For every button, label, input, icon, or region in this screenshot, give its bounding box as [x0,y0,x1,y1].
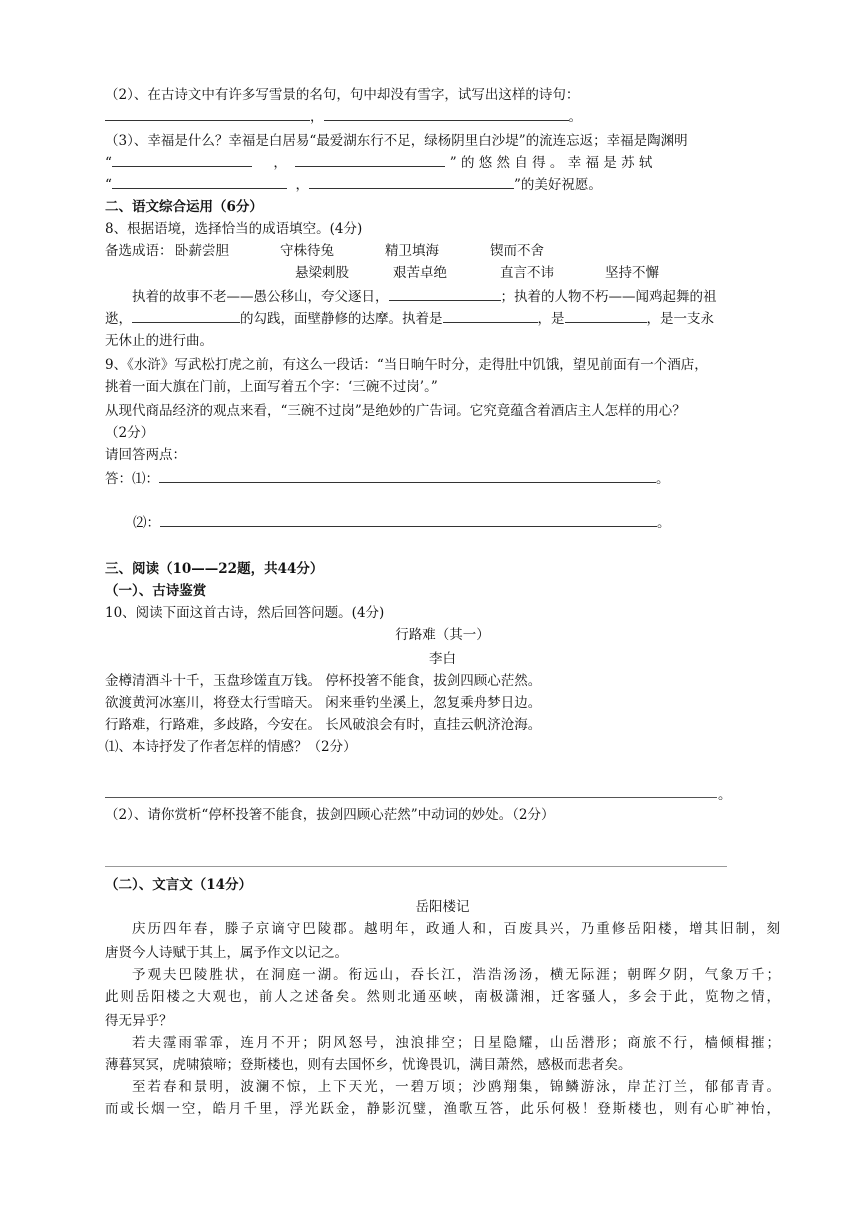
quote-open: “ [105,177,112,193]
option-idiom: 坚持不懈 [605,265,659,281]
option-idiom: 卧薪尝胆 [175,243,229,259]
question-9-line2: 挑着一面大旗在门前，上面写着五个字：‘三碗不过岗’。” [105,379,438,395]
option-idiom: 悬梁刺股 [295,265,349,281]
answer-label: 答：⑴： [105,471,159,487]
essay-line: 而或长烟一空，皓月千里，浮光跃金，静影沉璧，渔歌互答，此乐何极！登斯楼也，则有心旷神怡， [105,1101,780,1117]
question-9-score: （2分） [105,425,155,441]
fill-paragraph-line3: 无休止的进行曲。 [105,333,213,349]
answer-blank[interactable] [132,308,240,323]
essay-line: 薄暮冥冥，虎啸猿啼；登斯楼也，则有去国怀乡，忧谗畏讥，满目萧然，感极而悲者矣。 [105,1057,632,1073]
text: ，是一支永 [646,311,714,327]
subsection-poetry: （一）、古诗鉴赏 [105,583,207,599]
section-2-heading: 二、语文综合运用（6分） [105,199,263,215]
text: ；执着的人物不朽——闻鸡起舞的祖 [500,289,717,305]
option-idiom: 守株待兔 [280,243,334,259]
answer-line-2 [133,512,780,534]
essay-line: 此则岳阳楼之大观也，前人之述备矣。然则北通巫峡，南极潇湘，迁客骚人，多会于此，览物之情， [105,989,780,1005]
quote-tail: ”的美好祝愿。 [514,177,602,193]
text: 的勾践，面壁静修的达摩。执着是 [240,311,443,327]
answer-blank[interactable] [160,512,657,527]
period: 。 [657,515,671,531]
essay-line: 若夫霪雨霏霏，连月不开；阴风怒号，浊浪排空；日星隐耀，山岳潜形；商旅不行，樯倾楫摧； [132,1035,780,1051]
answer-blank[interactable] [159,468,656,483]
comma: ， [310,109,324,125]
question-9-prompt: 请回答两点： [105,447,186,463]
question-9-line3: 从现代商品经济的观点来看，“三碗不过岗”是绝妙的广告词。它究竟蕴含着酒店主人怎样的用心？ [105,403,686,419]
poem-line: 行路难，行路难，多歧路，今安在。 长风破浪会有时，直挂云帆济沧海。 [105,717,542,733]
fill-paragraph-line2 [105,308,780,330]
quote-open: “ [105,155,112,171]
option-idiom: 直言不讳 [500,265,554,281]
essay-line: 庆历四年春，滕子京谪守巴陵郡。越明年，政通人和，百废具兴，乃重修岳阳楼，增其旧制，刻 [132,921,780,937]
fill-paragraph-line1 [132,286,780,308]
text: 执着的故事不老——愚公移山，夸父逐日， [132,289,389,305]
answer-blank[interactable] [565,308,647,323]
answer-blank[interactable] [389,286,501,301]
answer-line-1 [105,468,780,490]
quote-tail: ” 的 悠 然 自 得 。 幸 福 是 苏 轼 [449,155,653,171]
section-3-heading: 三、阅读（10——22题，共44分） [105,561,324,577]
essay-title: 岳阳楼记 [415,899,470,915]
question-10: 10、阅读下面这首古诗，然后回答问题。(4分) [105,605,385,621]
question-7-2: （2）、在古诗文中有许多写雪景的名句，句中却没有雪字，试写出这样的诗句： [105,87,580,103]
question-10-2: （2）、请你赏析“停杯投箸不能食，拔剑四顾心茫然”中动词的妙处。（2分） [105,807,555,823]
period: 。 [718,787,732,803]
answer-blank[interactable] [112,152,252,167]
answer-rule[interactable] [105,797,717,798]
question-9-line1: 9、《水浒》写武松打虎之前，有这么一段话：“当日晌午时分，走得肚中饥饿，望见前面有一个酒店， [105,357,708,373]
poem-author: 李白 [429,651,456,667]
comma: ， [295,177,309,193]
poem-line: 欲渡黄河冰塞川，将登太行雪暗天。 闲来垂钓坐溪上，忽复乘舟梦日边。 [105,695,542,711]
answer-label: ⑵： [133,515,160,531]
poem-line: 金樽清酒斗十千，玉盘珍馐直万钱。 停杯投箸不能食，拔剑四顾心茫然。 [105,673,542,689]
essay-line: 得无异乎？ [105,1013,173,1029]
question-8: 8、根据语境，选择恰当的成语填空。(4分) [105,221,363,237]
text: ，是 [537,311,565,327]
question-7-3-line3 [105,174,780,196]
answer-blank[interactable] [295,152,445,167]
answer-blank[interactable] [105,106,310,121]
subsection-classical: （二）、文言文（14分） [105,877,253,893]
answer-blank[interactable] [309,174,514,189]
answer-blank[interactable] [112,174,287,189]
poem-title: 行路难（其一） [395,627,490,643]
answer-rule[interactable] [105,866,727,867]
option-idiom: 锲而不舍 [490,243,544,259]
question-7-3: （3）、幸福是什么？幸福是白居易“最爱湖东行不足，绿杨阴里白沙堤”的流连忘返；幸福是陶渊明 [105,133,688,149]
comma: ， [273,155,287,171]
answer-blank[interactable] [443,308,538,323]
period: 。 [568,109,582,125]
answer-line-7-2 [105,106,780,128]
question-7-3-line2 [105,152,780,174]
text: 逖， [105,311,132,327]
option-idiom: 艰苦卓绝 [393,265,447,281]
option-idiom: 精卫填海 [385,243,439,259]
period: 。 [656,471,670,487]
essay-line: 至若春和景明，波澜不惊，上下天光，一碧万顷；沙鸥翔集，锦鳞游泳，岸芷汀兰，郁郁青青。 [132,1079,780,1095]
essay-line: 唐贤今人诗赋于其上，属予作文以记之。 [105,945,348,961]
options-label: 备选成语： [105,243,173,259]
answer-blank[interactable] [324,106,569,121]
question-10-1: ⑴、本诗抒发了作者怎样的情感？（2分） [105,739,357,755]
essay-line: 予观夫巴陵胜状，在洞庭一湖。衔远山，吞长江，浩浩汤汤，横无际涯；朝晖夕阴，气象万千； [132,967,780,983]
